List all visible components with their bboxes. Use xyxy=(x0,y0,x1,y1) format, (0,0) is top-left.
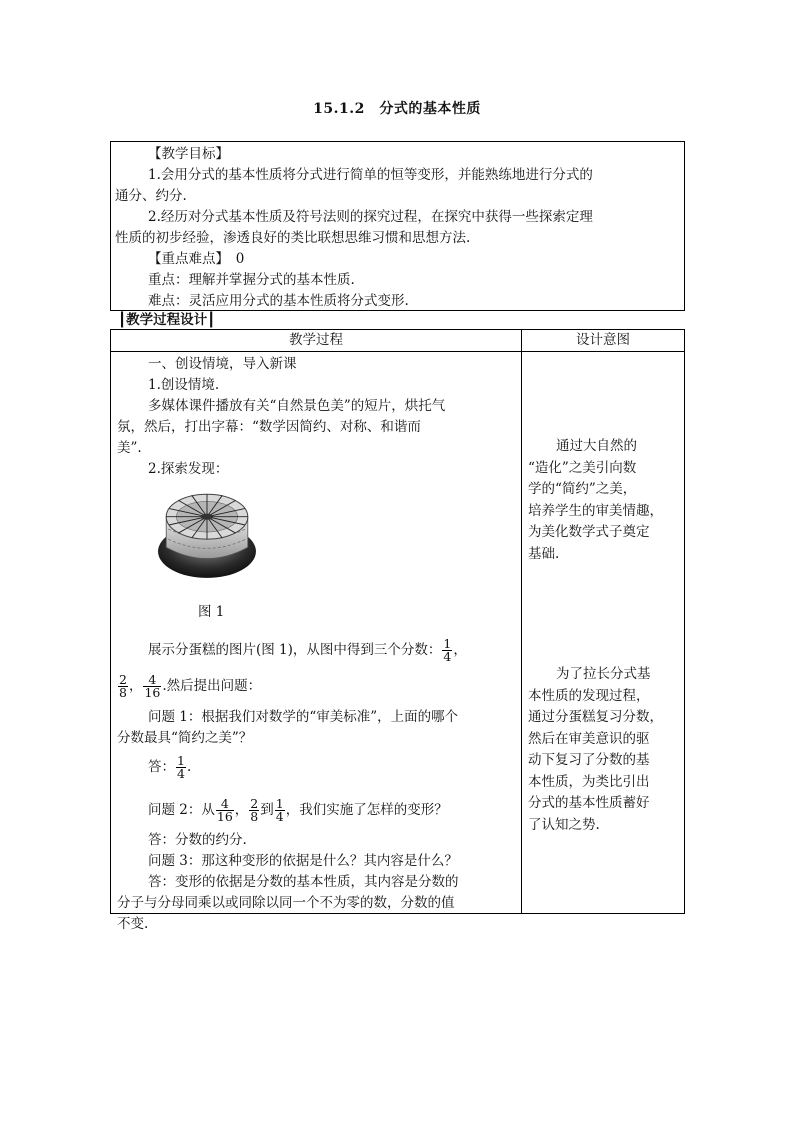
answer-2: 答：分数的约分. xyxy=(148,832,247,848)
objectives-box xyxy=(110,141,685,311)
objective-2-line-2: 性质的初步经验，渗透良好的类比联想思维习惯和思想方法. xyxy=(115,230,471,246)
fraction-4-16-q2: $\frac{4}{16}$ xyxy=(216,795,233,824)
difficulty-point: 难点：灵活应用分式的基本性质将分式变形. xyxy=(148,293,409,309)
header-intent: 设计意图 xyxy=(522,330,685,352)
process-cell xyxy=(111,352,522,932)
key-points-heading: 【重点难点】 0 xyxy=(148,251,245,267)
page-title: 15.1.2 分式的基本性质 xyxy=(313,101,481,117)
answer-1: 答： $\frac{1}{4}$ . xyxy=(148,752,192,781)
fraction-4-16: $\frac{4}{16}$ xyxy=(144,671,161,700)
answer-3-line-3: 不变. xyxy=(117,916,149,932)
header-process: 教学过程 xyxy=(111,330,522,352)
objective-1-line-2: 通分、约分. xyxy=(115,188,187,204)
intent-cell xyxy=(522,352,685,914)
question-1-line-1: 问题 1：根据我们对数学的“审美标准”，上面的哪个 xyxy=(148,709,459,725)
fraction-1-4-q2: $\frac{1}{4}$ xyxy=(275,795,284,824)
show-fractions-text: 展示分蛋糕的图片(图 1)，从图中得到三个分数： xyxy=(148,642,442,658)
fraction-2-8: $\frac{2}{8}$ xyxy=(119,671,127,700)
answer-3-line-1: 答：变形的依据是分数的基本性质，其内容是分数的 xyxy=(148,874,459,890)
step-1-heading: 一、创设情境，导入新课 xyxy=(148,356,297,372)
intent-2: 为了拉长分式基 本性质的发现过程， 通过分蛋糕复习分数， 然后在审美意识的驱 动下复习了分数的基 本性质，为类比引出 分式的基本性质蓄好 了认知之势. xyxy=(528,666,663,833)
section-label: ┃教学过程设计┃ xyxy=(118,312,216,328)
fraction-1-4: $\frac{1}{4}$ xyxy=(443,635,452,664)
paragraph-1-line-1: 多媒体课件播放有关“自然景色美”的短片，烘托气 xyxy=(148,398,446,414)
step-1-sub: 1.创设情境. xyxy=(148,377,220,393)
objective-1-line-1: 1.会用分式的基本性质将分式进行简单的恒等变形，并能熟练地进行分式的 xyxy=(148,167,593,183)
paragraph-1-line-3: 美”. xyxy=(117,440,142,456)
fraction-1-4-answer: $\frac{1}{4}$ xyxy=(177,752,185,781)
question-1-line-2: 分数最具“简约之美”？ xyxy=(117,730,253,746)
step-2-heading: 2.探索发现： xyxy=(148,461,229,477)
then-ask-text: .然后提出问题： xyxy=(162,678,262,694)
objectives-heading: 【教学目标】 xyxy=(148,146,229,162)
objective-2-line-1: 2.经历对分式基本性质及符号法则的探究过程，在探究中获得一些探索定理 xyxy=(148,209,593,225)
cake-image xyxy=(156,480,258,582)
fractions-line: $\frac{2}{8}$ ， $\frac{4}{16}$ .然后提出问题： xyxy=(119,671,262,700)
question-2: 问题 2：从 $\frac{4}{16}$ ， $\frac{2}{8}$ 到 $\frac{1}{4}$ ，我们实施了怎样的变形？ xyxy=(148,795,448,824)
fraction-2-8-q2: $\frac{2}{8}$ xyxy=(250,795,259,824)
figure-caption: 图 1 xyxy=(198,604,225,620)
question-3: 问题 3：那这种变形的依据是什么？其内容是什么？ xyxy=(148,853,458,869)
key-point: 重点：理解并掌握分式的基本性质. xyxy=(148,272,355,288)
paragraph-1-line-2: 氛，然后，打出字幕：“数学因简约、对称、和谐而 xyxy=(117,419,421,435)
process-table xyxy=(110,329,685,932)
intent-1: 通过大自然的 “造化”之美引向数 学的“简约”之美， 培养学生的审美情趣， 为美化数学式子奠定 基础. xyxy=(528,438,663,562)
answer-3-line-2: 分子与分母同乘以或同除以同一个不为零的数，分数的值 xyxy=(117,895,455,911)
show-fractions-line: 展示分蛋糕的图片(图 1)，从图中得到三个分数： $\frac{1}{4}$ ， xyxy=(148,635,467,664)
